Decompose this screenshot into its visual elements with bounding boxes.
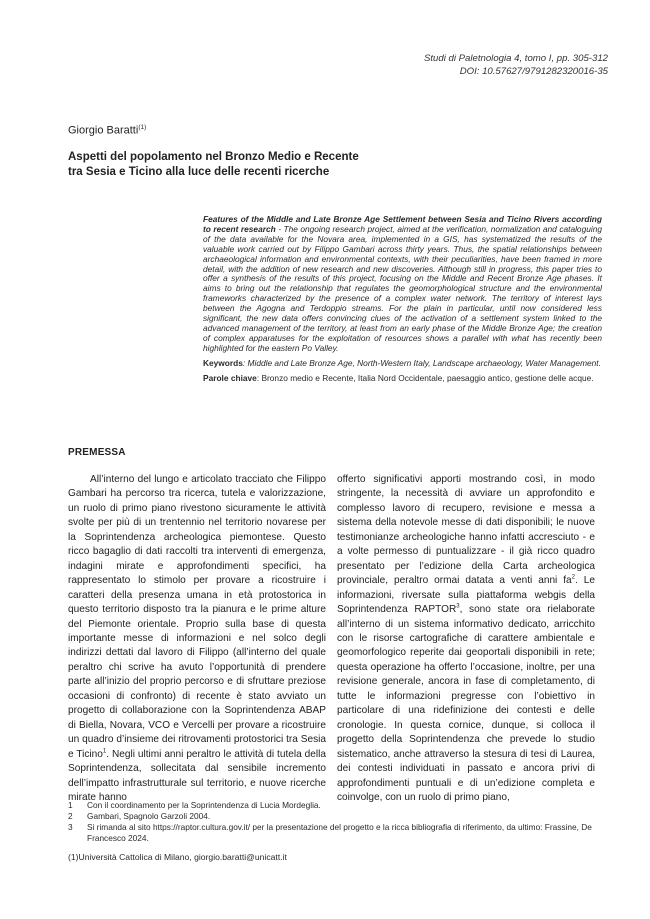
journal-citation: Studi di Paletnologia 4, tomo I, pp. 305-312 <box>423 53 608 64</box>
title-line-1: Aspetti del popolamento nel Bronzo Medio e Recente <box>68 151 359 163</box>
paragraph <box>68 473 326 805</box>
parole-chiave <box>203 374 602 384</box>
footnote <box>68 800 604 811</box>
footnote-text: Con il coordinamento per la Soprintendenza di Lucia Mordeglia. <box>87 800 321 810</box>
footnote <box>68 811 604 822</box>
parole-chiave-label: Parole chiave <box>203 372 257 383</box>
paper-title <box>68 150 588 180</box>
section-heading: PREMESSA <box>68 447 126 458</box>
body-column-right <box>337 473 595 805</box>
parole-chiave-text: : Bronzo medio e Recente, Italia Nord Occidentale, paesaggio antico, gestione delle acque. <box>256 372 594 383</box>
abstract-heading: Features of the Middle and Late Bronze Age Settlement between Sesia and Ticino Rivers according to recent research <box>203 214 602 234</box>
author-affiliation: (1)Università Cattolica di Milano, giorgio.baratti@unicatt.it <box>68 852 287 862</box>
paragraph-text: . Negli ultimi anni peraltro le attività di tutela della Soprintendenza, sollecitata dal sensibile incremento dell’impatto infrastrutturale sul territorio, e nuove ricerche mirate hanno <box>68 748 326 803</box>
footnote-number: 1 <box>68 800 73 810</box>
paragraph-text: , sono state ora rielaborate all’interno di un sistema informativo dedicato, arricchito con le risorse cartografiche di carattere ambientale e geomorfologico reperite dai geoportali disponibili in rete; questa operazione ha offerto l’occasione, inoltre, per una revisione generale, ancora in fase di completamento, di tutte le informazioni pregresse con l’obiettivo in particolare di una ridefinizione dei contesti e delle cronologie. In questa cornice, dunque, si colloca il progetto della Soprintendenza che prevede lo studio sistematico, anche attraverso la stesura di tesi di Laurea, dei contesti individuati in passato e ancora privi di approfondimenti puntuali e di un’edizione completa e coinvolge, con un ruolo di primo piano, <box>337 604 595 803</box>
footnote-ref: 1 <box>102 748 107 755</box>
abstract-text: - The ongoing research project, aimed at the verification, normalization and cataloguing of the data available for the Novara area, implemented in a GIS, has systematized the results of the valuable work carried out by Filippo Gambari across thirty years. Thus, the spatial relationships between archaeological information and environmental contexts, with their peculiarities, have been framed in more detail, with the addition of new research and new discoveries. Although still in progress, this paper tries to offer a synthesis of the results of this project, focusing on the Middle and Recent Bronze Age phases. It aims to bring out the relationship that regulates the geomorphological structure and the environmental frameworks characterized by the presence of a complex water network. The territory of interest lays between the Agogna and Terdoppio streams. For the plain in particular, until now considered less significant, the new data offers convincing clues of the activation of a settlement system linked to the advanced management of the territory, at least from an early phase of the Middle Bronze Age; the creation of complex apparatuses for the exploitation of resources shows a parallel with what has recently been highlighted for the eastern Po Valley. <box>203 223 602 353</box>
title-line-2: tra Sesia e Ticino alla luce delle recenti ricerche <box>68 166 330 178</box>
keywords <box>203 359 602 369</box>
author-line <box>68 124 146 137</box>
keywords-text: : Middle and Late Bronze Age, North-Western Italy, Landscape archaeology, Water Management. <box>242 357 601 368</box>
author-affiliation-mark: (1) <box>138 124 147 131</box>
footnote <box>68 822 604 844</box>
footnote-number: 3 <box>68 822 73 832</box>
doi: DOI: 10.57627/9791282320016-35 <box>459 66 608 77</box>
paragraph-text: offerto significativi apporti mostrando così, in modo stringente, la necessità di avviare un approfondito e complesso lavoro di recupero, revisione e messa a sistema della notevole messe di dati disponibili; le nuove testimonianze archeologiche hanno infatti accresciuto - e a volte permesso di puntualizzare - il già ricco quadro presentato per l’edizione della Carta archeologica provinciale, peraltro ormai datata a venti anni fa <box>337 474 595 587</box>
paragraph-text: All’interno del lungo e articolato tracciato che Filippo Gambari ha percorso tra ricerca, tutela e valorizzazione, un ruolo di primo piano rivestono sicuramente le attività svolte per più di un trentennio nel territorio novarese per la Soprintendenza archeologica piemontese. Questo ricco bagaglio di dati raccolti tra interventi di emergenza, indagini mirate e approfondimenti specifici, ha rappresentato lo stimolo per provare a ricostruire i caratteri della presenza umana in età protostorica in questo territorio disposto tra la pianura e le prime alture del Piemonte orientale. Proprio sulla base di questa importante messe di informazioni e nel solco degli indirizzi dettati dal lavoro di Filippo (all’interno del quale peraltro chi scrive ha avuto l’opportunità di prendere parte all’inizio del proprio percorso e di sfruttare preziose occasioni di confronto) di recente è stato avviato un progetto di collaborazione con la Soprintendenza ABAP di Biella, Novara, VCO e Vercelli per provare a ricostruire un quadro d’insieme dei ritrovamenti protostorici tra Sesia e Ticino <box>68 474 326 760</box>
footnote-text: Gambari, Spagnolo Garzoli 2004. <box>87 811 211 821</box>
footnote-text: Si rimanda al sito https://raptor.cultura.gov.it/ per la presentazione del progetto e la ricca bibliografia di riferimento, da ultimo: Frassine, De Francesco 2024. <box>87 822 592 843</box>
footnote-ref: 3 <box>456 603 460 610</box>
abstract <box>203 215 602 384</box>
footnote-ref: 2 <box>571 574 576 581</box>
paragraph-text: . Le informazioni, riversate sulla piattaforma webgis della Soprintendenza RAPTOR <box>337 575 595 616</box>
journal-reference <box>288 52 608 78</box>
keywords-label: Keywords <box>203 357 243 368</box>
paragraph <box>337 473 595 805</box>
author-name: Giorgio Baratti <box>68 124 139 137</box>
footnotes <box>68 800 604 844</box>
footnote-number: 2 <box>68 811 73 821</box>
abstract-english <box>203 215 602 354</box>
body-column-left <box>68 473 326 805</box>
